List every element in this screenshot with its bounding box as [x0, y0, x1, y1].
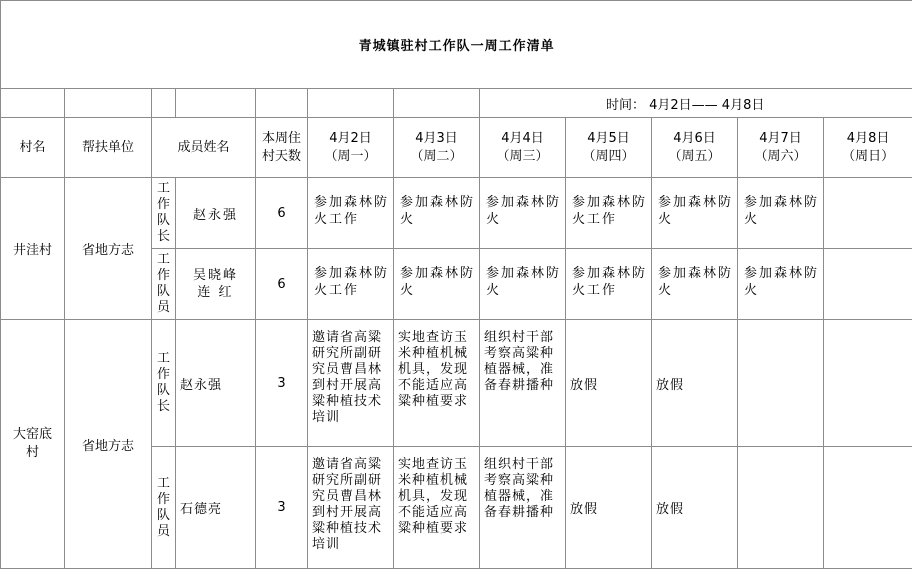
task-cell[interactable] — [824, 320, 912, 447]
blank-cell[interactable] — [256, 89, 308, 118]
role-label: 工作队长 — [156, 181, 170, 244]
date-label: 4月8日 — [846, 130, 890, 146]
task-cell[interactable]: 实地查访玉米种植机械机具，发现不能适应高粱种植要求 — [394, 320, 480, 447]
task-cell[interactable]: 参加森林防火工作 — [308, 178, 394, 249]
blank-cell[interactable] — [176, 89, 256, 118]
header-date-5[interactable] — [652, 118, 738, 178]
task-cell[interactable] — [824, 178, 912, 249]
member-name[interactable]: 赵永强 — [176, 320, 256, 447]
header-member[interactable]: 成员姓名 — [152, 118, 256, 178]
task-cell[interactable]: 邀请省高粱研究所副研究员曹昌林到村开展高粱种植技术培训 — [308, 447, 394, 569]
header-date-4[interactable] — [566, 118, 652, 178]
header-date-7[interactable] — [824, 118, 912, 178]
member-name[interactable] — [176, 249, 256, 320]
role-label: 工作队长 — [156, 351, 170, 414]
task-cell[interactable]: 参加森林防火工作 — [566, 178, 652, 249]
weekday-label: （周六） — [754, 148, 807, 164]
days-cell[interactable]: 6 — [256, 178, 308, 249]
time-range[interactable]: 时间： 4月2日—— 4月8日 — [480, 89, 912, 118]
task-cell[interactable] — [738, 447, 824, 569]
role-cell[interactable] — [152, 320, 176, 447]
blank-cell[interactable] — [1, 89, 65, 118]
weekday-label: （周一） — [324, 148, 377, 164]
task-cell[interactable]: 参加森林防火 — [738, 249, 824, 320]
date-label: 4月4日 — [501, 130, 544, 146]
header-village[interactable]: 村名 — [1, 118, 65, 178]
blank-cell[interactable] — [394, 89, 480, 118]
header-date-2[interactable] — [394, 118, 480, 178]
unit-cell[interactable]: 省地方志 — [65, 178, 152, 320]
task-cell[interactable]: 参加森林防火工作 — [308, 249, 394, 320]
task-cell[interactable]: 参加森林防火 — [738, 178, 824, 249]
date-label: 4月7日 — [759, 130, 802, 146]
task-cell[interactable]: 放假 — [652, 447, 738, 569]
task-cell[interactable]: 放假 — [652, 320, 738, 447]
date-label: 4月2日 — [329, 130, 372, 146]
days-cell[interactable]: 6 — [256, 249, 308, 320]
date-label: 4月3日 — [415, 130, 458, 146]
task-cell[interactable]: 放假 — [566, 320, 652, 447]
member-name[interactable]: 赵永强 — [176, 178, 256, 249]
role-cell[interactable] — [152, 249, 176, 320]
task-cell[interactable] — [824, 249, 912, 320]
date-label: 4月6日 — [673, 130, 716, 146]
blank-cell[interactable] — [308, 89, 394, 118]
days-cell[interactable]: 3 — [256, 320, 308, 447]
task-cell[interactable] — [824, 447, 912, 569]
weekday-label: （周四） — [582, 148, 635, 164]
role-cell[interactable] — [152, 178, 176, 249]
blank-cell[interactable] — [65, 89, 152, 118]
sheet-title[interactable]: 青城镇驻村工作队一周工作清单 — [1, 1, 912, 89]
header-days[interactable] — [256, 118, 308, 178]
task-cell[interactable]: 组织村干部考察高粱种植器械，准备春耕播种 — [480, 320, 566, 447]
role-cell[interactable] — [152, 447, 176, 569]
task-cell[interactable]: 放假 — [566, 447, 652, 569]
weekday-label: （周日） — [842, 148, 895, 164]
member-name-text: 吴晓峰 连 红 — [192, 268, 238, 300]
header-days-label: 本周住村天数 — [261, 130, 301, 164]
role-label: 工作队员 — [156, 252, 170, 315]
weekday-label: （周二） — [410, 148, 463, 164]
task-cell[interactable]: 参加森林防火工作 — [566, 249, 652, 320]
task-cell[interactable]: 参加森林防火 — [480, 249, 566, 320]
date-label: 4月5日 — [587, 130, 630, 146]
header-unit[interactable]: 帮扶单位 — [65, 118, 152, 178]
task-cell[interactable]: 参加森林防火 — [480, 178, 566, 249]
weekday-label: （周三） — [496, 148, 549, 164]
task-cell[interactable] — [738, 320, 824, 447]
blank-cell[interactable] — [152, 89, 176, 118]
task-cell[interactable]: 参加森林防火 — [394, 249, 480, 320]
village-cell[interactable] — [1, 320, 65, 569]
task-cell[interactable]: 组织村干部考察高粱种植器械，准备春耕播种 — [480, 447, 566, 569]
village-name: 大窑底村 — [12, 427, 52, 460]
task-cell[interactable]: 参加森林防火 — [394, 178, 480, 249]
task-cell[interactable]: 参加森林防火 — [652, 178, 738, 249]
unit-cell[interactable]: 省地方志 — [65, 320, 152, 569]
task-cell[interactable]: 邀请省高粱研究所副研究员曹昌林到村开展高粱种植技术培训 — [308, 320, 394, 447]
village-cell[interactable]: 井洼村 — [1, 178, 65, 320]
member-name[interactable]: 石德亮 — [176, 447, 256, 569]
role-label: 工作队员 — [156, 475, 170, 539]
header-date-3[interactable] — [480, 118, 566, 178]
header-date-1[interactable] — [308, 118, 394, 178]
header-date-6[interactable] — [738, 118, 824, 178]
task-cell[interactable]: 实地查访玉米种植机械机具，发现不能适应高粱种植要求 — [394, 447, 480, 569]
task-cell[interactable]: 参加森林防火 — [652, 249, 738, 320]
weekday-label: （周五） — [668, 148, 721, 164]
days-cell[interactable]: 3 — [256, 447, 308, 569]
